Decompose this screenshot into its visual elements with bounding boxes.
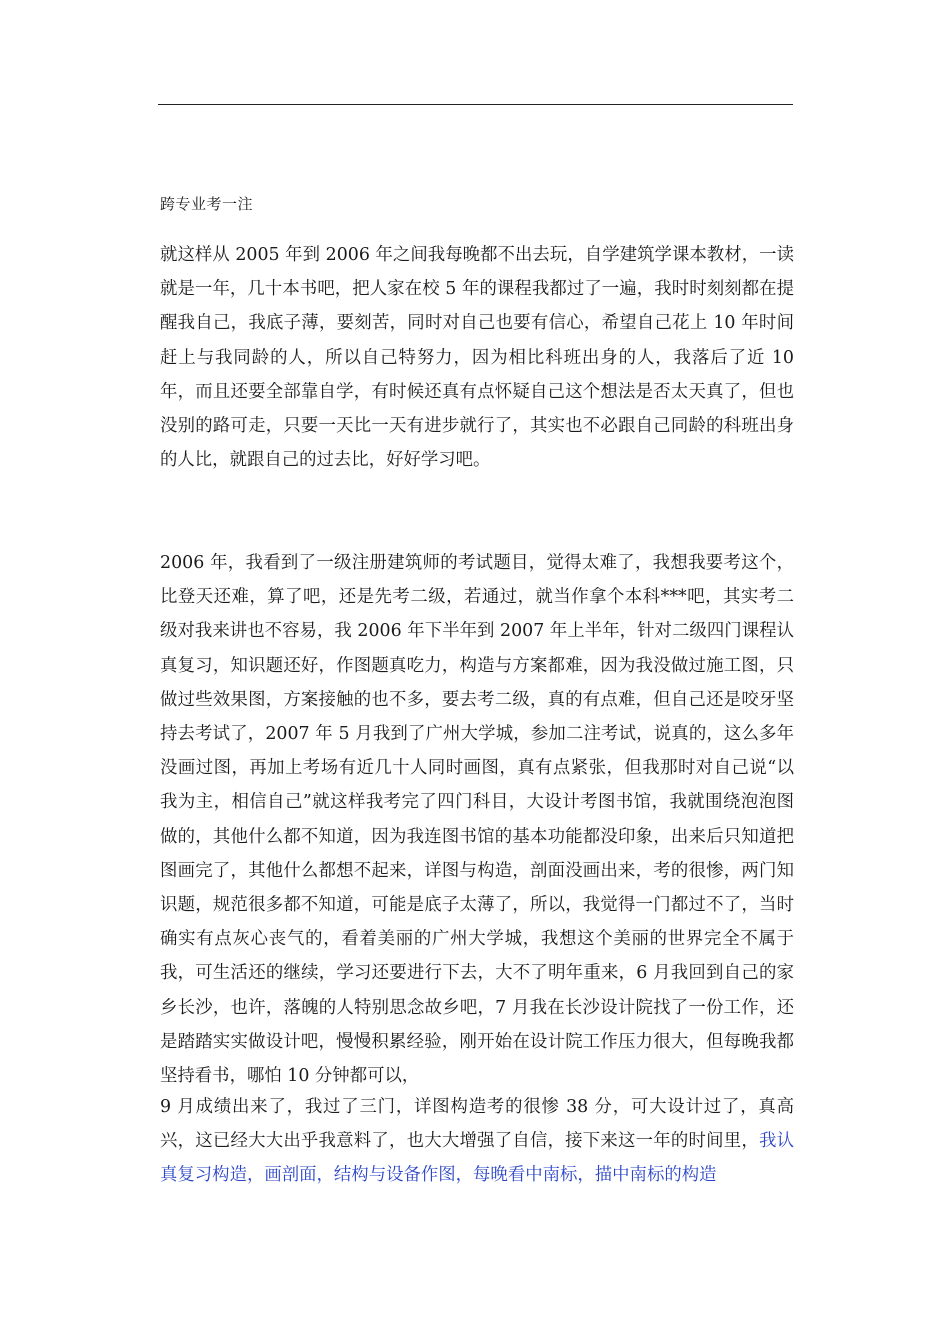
paragraph-3: [160, 1090, 794, 1193]
header-rule: [158, 104, 793, 105]
paragraph-3-text: 9 月成绩出来了，我过了三门，详图构造考的很惨 38 分，可大设计过了，真高兴，这已经大大出乎我意料了，也大大增强了自信，接下来这一年的时间里，: [160, 1097, 794, 1152]
paragraph-1: 就这样从 2005 年到 2006 年之间我每晚都不出去玩，自学建筑学课本教材，一读就是一年，几十本书吧，把人家在校 5 年的课程我都过了一遍，我时时刻刻都在提醒我自己，我底子薄，要刻苦，同时对自己也要有信心，希望自己花上 10 年时间赶上与我同龄的人，所以自己特努力，因为相比科班出身的人，我落后了近 10 年，而且还要全部靠自学，有时候还真有点怀疑自己这个想法是否太天真了，但也没别的路可走，只要一天比一天有进步就行了，其实也不必跟自己同龄的科班出身的人比，就跟自己的过去比，好好学习吧。: [160, 245, 794, 471]
paragraph-3-highlight: 我认真复习构造，画剖面，结构与设备作图，每晚看中南标，描中南标的构造: [160, 1131, 794, 1186]
document-title: 跨专业考一注: [160, 195, 254, 213]
paragraph-2: 2006 年，我看到了一级注册建筑师的考试题目，觉得太难了，我想我要考这个，比登天还难，算了吧，还是先考二级，若通过，就当作拿个本科***吧，其实考二级对我来讲也不容易，我 2006 年下半年到 2007 年上半年，针对二级四门课程认真复习，知识题还好，作图题真吃力，构造与方案都难，因为我没做过施工图，只做过些效果图，方案接触的也不多，要去考二级，真的有点难，但自己还是咬牙坚持去考试了，2007 年 5 月我到了广州大学城，参加二注考试，说真的，这么多年没画过图，再加上考场有近几十人同时画图，真有点紧张，但我那时对自己说“以我为主，相信自己”就这样我考完了四门科目，大设计考图书馆，我就围绕泡泡图做的，其他什么都不知道，因为我连图书馆的基本功能都没印象，出来后只知道把图画完了，其他什么都想不起来，详图与构造，剖面没画出来，考的很惨，两门知识题，规范很多都不知道，可能是底子太薄了，所以，我觉得一门都过不了，当时确实有点灰心丧气的，看着美丽的广州大学城，我想这个美丽的世界完全不属于我，可生活还的继续，学习还要进行下去，大不了明年重来，6 月我回到自己的家乡长沙，也许，落魄的人特别思念故乡吧，7 月我在长沙设计院找了一份工作，还是踏踏实实做设计吧，慢慢积累经验，刚开始在设计院工作压力很大，但每晚我都坚持看书，哪怕 10 分钟都可以，: [160, 553, 794, 1087]
